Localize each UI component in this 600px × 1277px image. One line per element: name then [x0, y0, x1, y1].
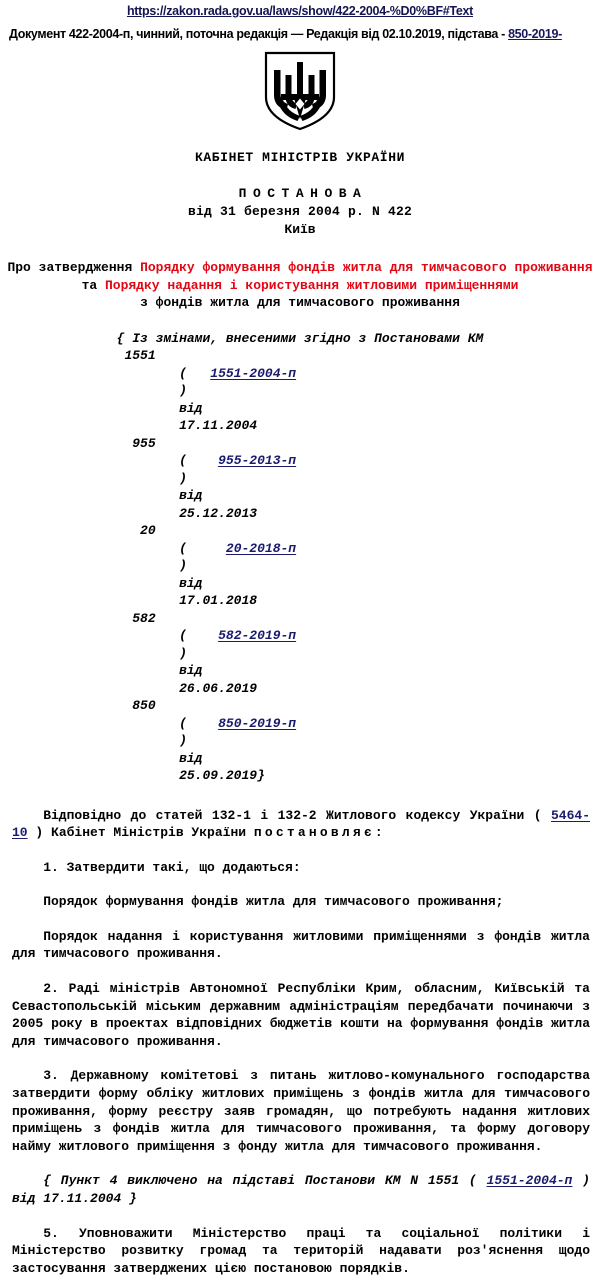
- paragraph-item-2-text: 2. Раді міністрів Автономної Республіки Крим, обласним, Київській та Севастопольській міським державним адміністраціям передбачати починаючи з 2005 року в проектах відповідних бюджетів кошти на формування фондів житла для тимчасового проживання.: [12, 981, 590, 1049]
- removal-basis-link[interactable]: 1551-2004-п: [487, 1173, 573, 1188]
- document-status-line: [0, 27, 600, 41]
- amendment-date: 25.12.2013: [179, 506, 257, 521]
- amendment-row: [117, 347, 484, 435]
- removal-note-before-link: { Пункт 4 виключено на підставі Постанови КМ N 1551 (: [43, 1173, 486, 1188]
- amendment-paren-close: ): [179, 383, 187, 398]
- document-heading-block: [0, 149, 600, 239]
- amendment-label-number: 850: [117, 697, 156, 715]
- paragraph-item-5: [12, 1225, 590, 1277]
- paragraph-item-3-text: 3. Державному комітетові з питань житлово-комунального господарства затвердити форму обліку житлових приміщень з фондів житла для тимчасового проживання, форму реєстру заяв громадян, що потребують надання житлових приміщень з фондів житла для тимчасового проживання, та форму договору найму житлового приміщення з фонду житла для тимчасового проживання.: [12, 1068, 590, 1153]
- amendments-list: [117, 330, 484, 785]
- amendment-label-number: 955: [117, 435, 156, 453]
- amendment-link[interactable]: 20-2018-п: [195, 540, 296, 558]
- amendment-basis-link[interactable]: 850-2019-: [508, 27, 562, 41]
- amendment-date-prefix: від: [179, 576, 202, 591]
- removal-note-after-link: ) від 17.11.2004 }: [12, 1173, 590, 1206]
- paragraph-approved-order-1: [12, 893, 590, 911]
- paragraph-item-1-text: 1. Затвердити такі, що додаються:: [43, 860, 300, 875]
- amendment-link[interactable]: 955-2013-п: [195, 452, 296, 470]
- amendment-paren-close: ): [179, 733, 187, 748]
- title-segment-plain-1: Про затвердження: [7, 260, 140, 275]
- paragraph-item-1: [12, 859, 590, 877]
- amendment-paren-open: (: [179, 366, 187, 381]
- amendment-row: [117, 435, 484, 523]
- amendment-link[interactable]: 1551-2004-п: [195, 365, 296, 383]
- amendment-paren-open: (: [179, 541, 187, 556]
- document-body: [0, 807, 600, 1277]
- document-type: ПОСТАНОВА: [0, 185, 600, 203]
- amendment-label-number: 582: [117, 610, 156, 628]
- amendment-date: 26.06.2019: [179, 681, 257, 696]
- amendment-date: 17.11.2004: [179, 418, 257, 433]
- amendment-paren-open: (: [179, 628, 187, 643]
- amendment-paren-close: ): [179, 646, 187, 661]
- amendment-row: [117, 610, 484, 698]
- amendment-row: [117, 697, 484, 785]
- amendment-date: 25.09.2019: [179, 768, 257, 783]
- source-url-text[interactable]: https://zakon.rada.gov.ua/laws/show/422-2004-%D0%BF#Text: [127, 4, 473, 18]
- title-segment-red-2: Порядку надання і користування житловими приміщеннями: [105, 278, 518, 293]
- amendment-paren-open: (: [179, 716, 187, 731]
- intro-text-after-link: ) Кабінет Міністрів України: [28, 825, 254, 840]
- amendment-link[interactable]: 582-2019-п: [195, 627, 296, 645]
- title-segment-red-1: Порядку формування фондів житла для тимчасового проживання: [140, 260, 592, 275]
- title-segment-plain-3: з фондів житла для тимчасового проживання: [0, 294, 600, 312]
- amendments-closing-brace: }: [257, 768, 265, 783]
- paragraph-item-3: [12, 1067, 590, 1155]
- document-city: Київ: [0, 221, 600, 239]
- amendment-paren-close: ): [179, 558, 187, 573]
- amendments-block: [0, 330, 600, 785]
- organization-name: КАБІНЕТ МІНІСТРІВ УКРАЇНИ: [0, 149, 600, 167]
- paragraph-item-2: [12, 980, 590, 1050]
- document-date-number: від 31 березня 2004 р. N 422: [0, 203, 600, 221]
- intro-emphasis-decrees: постановляє:: [254, 825, 386, 840]
- amendment-row: [117, 522, 484, 610]
- paragraph-approved-order-2-text: Порядок надання і користування житловими приміщеннями з фондів житла для тимчасового проживання.: [12, 929, 590, 962]
- paragraph-item-4-removed: [12, 1172, 590, 1207]
- amendment-paren-open: (: [179, 453, 187, 468]
- paragraph-intro: [12, 807, 590, 842]
- document-title: [0, 259, 600, 312]
- amendment-date: 17.01.2018: [179, 593, 257, 608]
- amendment-date-prefix: від: [179, 751, 202, 766]
- amendment-date-prefix: від: [179, 488, 202, 503]
- amendment-date-prefix: від: [179, 663, 202, 678]
- intro-text-before-link: Відповідно до статей 132-1 і 132-2 Житлового кодексу України (: [43, 808, 551, 823]
- page-url-header: [0, 0, 600, 18]
- amendment-paren-close: ): [179, 471, 187, 486]
- housing-code-link[interactable]: 5464-10: [12, 808, 590, 841]
- paragraph-item-5-text: 5. Уповноважити Міністерство праці та соціальної політики і Міністерство розвитку громад та територій надавати роз'яснення щодо застосування затверджених цією постановою порядків.: [12, 1226, 590, 1276]
- amendment-link[interactable]: 850-2019-п: [195, 715, 296, 733]
- amendment-label-number: 1551: [117, 347, 156, 365]
- document-status-text: Документ 422-2004-п, чинний, поточна редакція — Редакція від 02.10.2019, підстава -: [9, 27, 508, 41]
- amendment-date-prefix: від: [179, 401, 202, 416]
- ukraine-trident-coat-of-arms-icon: [258, 50, 342, 132]
- paragraph-approved-order-1-text: Порядок формування фондів житла для тимчасового проживання;: [43, 894, 503, 909]
- amendments-header: { Із змінами, внесеними згідно з Постановами КМ: [117, 330, 484, 348]
- title-segment-plain-2: та: [82, 278, 105, 293]
- coat-of-arms-container: [0, 50, 600, 132]
- amendment-label-number: 20: [117, 522, 156, 540]
- paragraph-approved-order-2: [12, 928, 590, 963]
